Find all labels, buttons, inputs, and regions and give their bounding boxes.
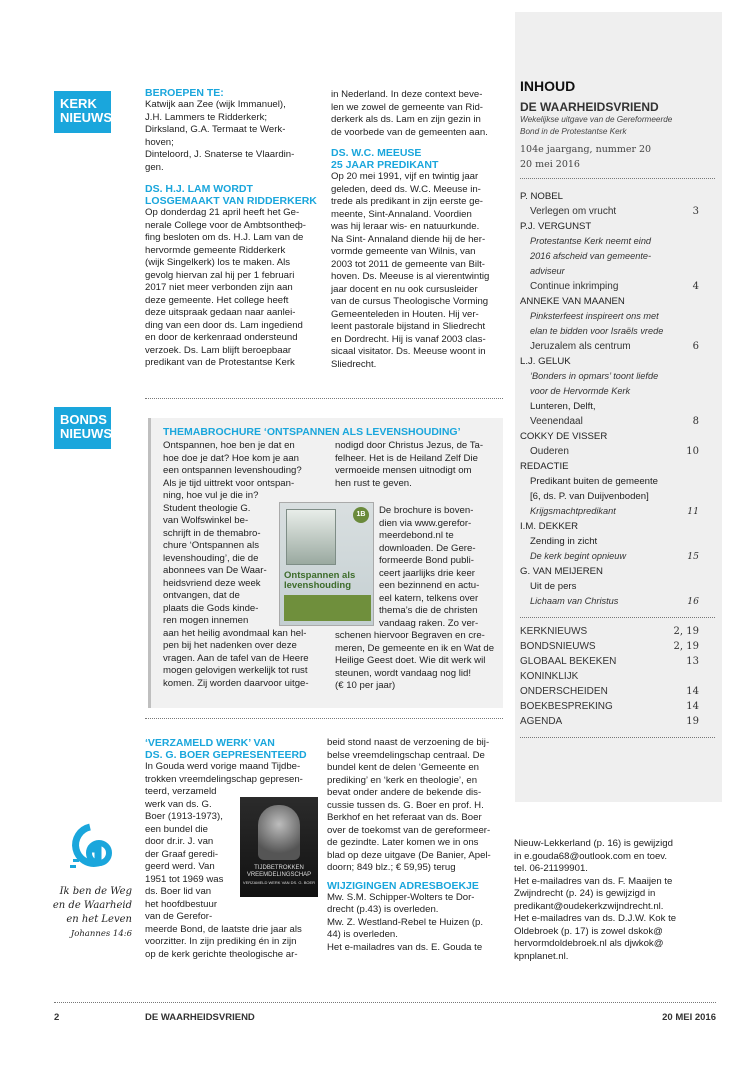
lam-text [145, 207, 320, 370]
text-line: Oldebroek (p. 17) is zowel dskok@ [514, 925, 663, 937]
toc-article [520, 594, 715, 609]
gereformeerde-bond-logo [68, 823, 112, 875]
text-line: (wijk Singelkerk) los te maken. Als [145, 257, 291, 268]
toc-article: [6, ds. P. van Duijvenboden] [530, 491, 649, 502]
text-line: Zwijndrecht (p. 24) is gewijzigd in [514, 888, 656, 899]
text-line: mogen gelovigen werkelijk tot rust [163, 665, 308, 676]
toc-page-number: 13 [686, 656, 699, 667]
text-line: de gezindte. Later komen we in ons [327, 837, 479, 848]
book-subtitle: VERZAMELD WERK VAN DS. G. BOER [242, 880, 316, 885]
desc-line: Wekelijkse uitgave van de Gereformeerde [520, 115, 673, 124]
heading-line: 25 JAAR PREDIKANT [331, 159, 439, 171]
toc-page-number: 11 [687, 506, 699, 517]
text-line: Dirksland, G.A. Termaat te Werk- [145, 124, 286, 135]
toc-issue [520, 142, 715, 172]
text-line: teerd, verzameld [145, 786, 217, 797]
text-line: derkerk als ds. Lam en zijn gezin in [331, 114, 481, 125]
text-line: J.H. Lammers te Ridderkerk; [145, 111, 268, 123]
text-line: meren, De gemeente en ik en Wat de [335, 642, 495, 654]
text-line: 2017 niet meer verbonden zijn aan [145, 282, 293, 293]
kerk-column-1 [145, 87, 320, 370]
brochure-title-line: Ontspannen als [284, 570, 356, 581]
text-line: en door de kerkenraad ondersteund [145, 332, 298, 343]
footer-divider [54, 1002, 716, 1003]
text-line: vragen. Aan de tafel van de Heere [163, 652, 309, 664]
toc-author: I.M. DEKKER [520, 521, 579, 532]
toc-subtitle: Pinksterfeest inspireert ons met [530, 311, 659, 321]
toc-subtitle: Protestantse Kerk neemt eind [530, 236, 652, 246]
toc-page-number: 2, 19 [673, 641, 699, 652]
text-line: schrijft in de themabro- [163, 527, 261, 539]
toc-section-title: KERKNIEUWS [520, 626, 588, 637]
toc-article-title: Lichaam van Christus [530, 596, 619, 606]
text-line: Het e-mailadres van ds. D.J.W. Kok te [514, 913, 677, 924]
text-line: deze gemeente. Het college heeft [145, 294, 289, 306]
text-line: predikant van de Protestantse Kerk [145, 357, 295, 368]
boer-heading [145, 737, 320, 761]
adres-text [327, 892, 507, 955]
book-title-line: TIJDBETROKKEN [254, 865, 304, 871]
heading-line: DS. H.J. LAM WORDT [145, 183, 253, 195]
toc-author: P. NOBEL [520, 191, 564, 202]
toc-author: ANNEKE VAN MAANEN [520, 296, 625, 307]
bonds-col2-top [335, 440, 505, 490]
text-line: (€ 10 per jaar) [335, 680, 396, 691]
text-line: trokken vreemdelingschap gepresen- [145, 773, 303, 785]
tag-line: NIEUWS [60, 426, 112, 441]
text-line: aan het heilig avondmaal kan hel- [163, 627, 307, 639]
quote-ref: Johannes 14:6 [70, 929, 132, 939]
heading-line: LOSGEMAAKT VAN RIDDERKERK [145, 195, 317, 207]
text-line: der Graaf geredi- [145, 848, 219, 860]
text-line: gen. [145, 161, 164, 173]
toc-page-number: 8 [692, 416, 699, 427]
text-line: chure ‘Ontspannen als [163, 540, 259, 551]
text-line: geerd werd. Van [145, 861, 215, 872]
toc-section-title: BONDSNIEUWS [520, 641, 596, 652]
toc-article [520, 339, 715, 354]
text-line: werk van ds. G. [145, 798, 212, 810]
boer-book-image [240, 797, 318, 897]
issue-line: 104e jaargang, nummer 20 [520, 144, 652, 155]
toc-page-number: 3 [692, 206, 699, 217]
quote-line: Ik ben de Weg [59, 886, 132, 897]
text-line: vormde gemeente van Wilnis, van [331, 246, 476, 257]
desc-line: Bond in de Protestantse Kerk [520, 127, 627, 136]
text-line: Het e-mailadres van ds. E. Gouda te [327, 941, 483, 953]
toc-article-title: Krijgsmachtpredikant [530, 506, 616, 516]
toc-section [520, 654, 715, 669]
text-line: meerde Bond, de laatste drie jaar als [145, 923, 302, 935]
text-line: abonnees van De Waar- [163, 565, 267, 576]
text-line: in Nederland. In deze context beve- [331, 89, 483, 100]
toc-page-number: 14 [686, 701, 699, 712]
text-line: verzoek. Ds. Lam blijft beroepbaar [145, 344, 292, 356]
divider [145, 718, 503, 719]
heading-line: DS. W.C. MEEUSE [331, 147, 422, 159]
toc-section [520, 684, 715, 699]
text-line: nerale College voor de Ambtsontheф- [145, 219, 306, 231]
toc-article-title: Veenendaal [530, 416, 583, 427]
text-line: het hoofdbestuur [145, 898, 218, 910]
heading-line: DS. G. BOER GEPRESENTEERD [145, 749, 307, 761]
divider [520, 737, 715, 738]
text-line: ning, hoe vul je die in? [163, 490, 259, 501]
lam-heading [145, 183, 320, 207]
text-line: plaats die Gods kinde- [163, 602, 259, 614]
footer-magazine: DE WAARHEIDSVRIEND [145, 1012, 255, 1023]
text-line: 44) is overleden. [327, 929, 398, 940]
col2-text [331, 89, 506, 139]
text-line: doorn; 849 blz.; € 59,95) terug [327, 862, 456, 873]
brochure-badge: 1B [353, 507, 369, 523]
text-line: predikant@oudekerkzwijndrecht.nl. [514, 900, 664, 912]
text-line: Op donderdag 21 april heeft het Ge- [145, 207, 300, 218]
text-line: een ontspannen levenshouding? [163, 465, 302, 476]
text-line: blad op deze uitgave (De Banier, Apel- [327, 849, 491, 861]
text-line: een bezinnend en actu- [379, 580, 480, 591]
book-title-line: VREEMDELINGSCHAP [246, 872, 312, 878]
text-line: van de cursus Theologische Vorming [331, 296, 489, 307]
toc-subtitle: elan te bidden voor Israëls vrede [530, 326, 664, 336]
brochure-cover-image [279, 502, 374, 626]
text-line: Na Sint- Annaland diende hij de her- [331, 233, 486, 245]
toc-section-title: GLOBAAL BEKEKEN [520, 656, 617, 667]
toc-subtitle: voor de Hervormde Kerk [530, 386, 631, 396]
toc-page-number: 2, 19 [673, 626, 699, 637]
toc-sections [520, 624, 715, 729]
text-line: hoven; [145, 136, 174, 148]
toc-article: Predikant buiten de gemeente [530, 476, 659, 487]
boer-column-2 [327, 737, 507, 954]
toc-author: L.J. GELUK [520, 356, 571, 367]
footer-date: 20 MEI 2016 [662, 1012, 716, 1023]
text-line: Gemeenteleden in Houten. Hij ver- [331, 308, 479, 320]
text-line: dien via www.gerefor- [379, 517, 472, 529]
text-line: een bundel die [145, 823, 208, 835]
divider [145, 398, 503, 399]
toc-subtitle: ‘Bonders in opmars’ toont liefde [530, 371, 659, 381]
text-line: de voorbede van de gemeenten aan. [331, 126, 488, 138]
toc-section-title: ONDERSCHEIDEN [520, 686, 608, 697]
toc-section [520, 699, 715, 714]
tag-line: NIEUWS [60, 110, 112, 125]
toc-section-title: BOEKBESPREKING [520, 701, 613, 712]
bible-quote [30, 885, 132, 941]
text-line: hervormdoldebroek.nl als djwkok@ [514, 938, 664, 949]
text-line: formeerde Bond publi- [379, 555, 474, 566]
toc-article [520, 549, 715, 564]
text-line: trede als predikant in zijn eerste ge- [331, 196, 483, 207]
toc-section [520, 639, 715, 654]
toc-author: G. VAN MEIJEREN [520, 566, 603, 577]
toc-article [520, 204, 715, 219]
text-line: Op 20 mei 1991, vijf en twintig jaar [331, 171, 479, 182]
text-line: cussie tussen ds. G. Boer en prof. H. [327, 799, 484, 811]
brochure-title-line: levenshouding [284, 580, 352, 591]
text-line: nodigd door Christus Jezus, de Ta- [335, 440, 484, 451]
text-line: meerdebond.nl te [379, 530, 454, 541]
text-line: hen rust te geven. [335, 477, 412, 489]
text-line: in e.gouda68@outlook.com en toev. [514, 850, 668, 862]
tag-line: BONDS [60, 412, 107, 427]
toc-section [520, 714, 715, 729]
text-line: Ontspannen, hoe ben je dat en [163, 440, 295, 451]
toc-article-title: Verlegen om vrucht [530, 206, 617, 217]
text-line: van de Gerefor- [145, 911, 213, 922]
text-line: len we zowel de gemeente van Rid- [331, 101, 483, 113]
footer-page-number: 2 [54, 1012, 60, 1023]
toc-page-number: 16 [687, 596, 699, 607]
toc-description [520, 114, 715, 138]
text-line: komen. Zij worden daarvoor uitge- [163, 677, 309, 689]
text-line: op de kerk gerichte theologische ar- [145, 948, 298, 960]
boer-text-cont [327, 737, 507, 875]
toc-page-number: 4 [692, 281, 699, 292]
text-line: Heilige Geest doet. Wie dit werk wil [335, 655, 486, 666]
toc-article [520, 444, 715, 459]
toc-author: COKKY DE VISSER [520, 431, 608, 442]
toc-page-number: 19 [686, 716, 699, 727]
text-line: ding van een door ds. Lam ingediend [145, 319, 303, 331]
toc-page-number: 14 [686, 686, 699, 697]
beroepen-text [145, 99, 320, 174]
text-line: leent pastorale bijstand in Sliedrecht [331, 321, 486, 332]
toc-article-title: Continue inkrimping [530, 281, 619, 292]
quote-line: en de Waarheid [52, 900, 132, 911]
toc-title: INHOUD [520, 78, 576, 94]
toc-page-number: 15 [687, 551, 699, 562]
toc-page-number: 10 [686, 446, 699, 457]
text-line: fing besloten om ds. H.J. Lam van de [145, 232, 304, 243]
text-line: belse vreemdelingschap centraal. De [327, 749, 485, 761]
text-line: Het e-mailadres van ds. F. Maaijen te [514, 875, 673, 887]
table-of-contents [520, 78, 715, 738]
bondsnieuws-tag [54, 407, 111, 449]
text-line: over de toekomst van de gereformeer- [327, 824, 491, 836]
toc-section-title: AGENDA [520, 716, 563, 727]
text-line: hoe doe je dat? Hoe kom je aan [163, 452, 300, 464]
text-line: Boer (1913-1973), [145, 811, 223, 822]
text-line: en Dordrecht. Hij is vanaf 2003 clas- [331, 333, 486, 345]
text-line: pen bij het nadenken over deze [163, 640, 297, 651]
text-line: schenen hiervoor Begraven en cre- [335, 630, 485, 641]
text-line: Mw. Z. Westland-Rebel te Huizen (p. [327, 916, 484, 928]
toc-author: P.J. VERGUNST [520, 221, 592, 232]
toc-article-title: Ouderen [530, 446, 569, 457]
text-line: jaar docent en nu ook cursusleider [331, 283, 478, 295]
text-line: hervormde gemeente Ridderkerk [145, 244, 286, 256]
text-line: vermoeide mensen uitnodigt om [335, 465, 472, 476]
text-line: was hij leraar wis- en natuurkunde. [331, 221, 480, 232]
toc-section [520, 669, 715, 684]
text-line: eel katern, telkens over [379, 592, 479, 604]
text-line: levenshouding’, die de [163, 552, 259, 564]
beroepen-heading: BEROEPEN TE: [145, 87, 224, 99]
text-line: Berkhof en het referaat van ds. Boer [327, 812, 482, 823]
toc-article [520, 414, 715, 429]
toc-author: REDACTIE [520, 461, 569, 472]
themabrochure-box [148, 418, 503, 708]
text-line: geleden, deed ds. W.C. Meeuse in- [331, 183, 481, 195]
heading-line: ‘VERZAMELD WERK’ VAN [145, 737, 275, 749]
text-line: 1951 tot 1969 was [145, 873, 224, 885]
adres-heading: WIJZIGINGEN ADRESBOEKJE [327, 879, 479, 892]
text-line: vandaag raken. Zo ver- [379, 617, 479, 629]
text-line: drecht (p.43) is overleden. [327, 904, 439, 915]
text-line: downloaden. De Gere- [379, 542, 476, 554]
text-line: De brochure is boven- [379, 505, 474, 516]
text-line: hoven. Ds. Meeuse is al vierentwintig [331, 271, 490, 282]
meeuse-text [331, 171, 506, 371]
toc-subtitle: 2016 afscheid van gemeente- [530, 251, 652, 261]
text-line: steunen, wordt vandaag nog lid! [335, 667, 472, 679]
toc-section-title: KONINKLIJK [520, 671, 579, 682]
toc-entries [520, 189, 715, 609]
themabrochure-heading: THEMABROCHURE ‘ONTSPANNEN ALS LEVENSHOUDING’ [163, 426, 461, 438]
text-line: sicaal visitator. Ds. Meeuse woont in [331, 346, 486, 357]
text-line: kpnplanet.nl. [514, 950, 569, 962]
text-line: beid stond naast de verzoening de bij- [327, 737, 490, 748]
kerk-column-2 [331, 89, 506, 371]
text-line: prediking’ en ‘kerk en theologie’, en [327, 774, 478, 786]
text-line: tel. 06-21199901. [514, 863, 588, 874]
text-line: thema’s die de christen [379, 605, 478, 616]
divider [520, 617, 715, 618]
toc-article [520, 279, 715, 294]
text-line: ds. Boer lid van [145, 886, 212, 897]
text-line: Als je tijd uittrekt voor ontspan- [163, 477, 295, 489]
issue-line: 20 mei 2016 [520, 159, 580, 170]
toc-magazine: DE WAARHEIDSVRIEND [520, 100, 659, 114]
text-line: In Gouda werd vorige maand Tijdbe- [145, 761, 301, 772]
toc-article-title: De kerk begint opnieuw [530, 551, 627, 561]
tag-line: KERK [60, 96, 97, 111]
text-line: deze uitspraak gedaan naar aanlei- [145, 307, 296, 318]
text-line: ontvangen, dat de [163, 590, 240, 601]
text-line: Sliedrecht. [331, 358, 377, 370]
text-line: meente, Sint-Annaland. Voordien [331, 208, 472, 220]
text-line: Katwijk aan Zee (wijk Immanuel), [145, 99, 286, 110]
toc-article: Zending in zicht [530, 536, 598, 547]
text-line: van Wolfswinkel be- [163, 515, 249, 526]
divider [520, 178, 715, 179]
adres-text-cont [514, 838, 724, 963]
text-line: felheer. Het is de Heiland Zelf Die [335, 452, 478, 464]
text-line: bevat onder andere de bekende dis- [327, 787, 482, 798]
text-line: Dinteloord, J. Snaterse te Vlaardin- [145, 149, 295, 160]
kerknieuws-tag [54, 91, 111, 133]
text-line: Mw. S.M. Schipper-Wolters te Dor- [327, 891, 475, 903]
toc-article: Uit de pers [530, 581, 577, 592]
text-line: Nieuw-Lekkerland (p. 16) is gewijzigd [514, 838, 673, 849]
text-line: door dr.ir. J. van [145, 836, 214, 847]
meeuse-heading [331, 147, 506, 171]
text-line: ceert jaarlijks drie keer [379, 567, 475, 579]
text-line: bundel kent de delen ‘Gemeente en [327, 762, 480, 773]
quote-line: en het Leven [66, 914, 132, 925]
text-line: Student theologie G. [163, 502, 251, 514]
toc-article-title: Jeruzalem als centrum [530, 341, 631, 352]
toc-subtitle: adviseur [530, 266, 565, 276]
text-line: voorzitter. In zijn prediking én in zijn [145, 936, 297, 947]
text-line: heidsvriend deze week [163, 577, 261, 589]
toc-article [520, 504, 715, 519]
toc-section [520, 624, 715, 639]
toc-article: Lunteren, Delft, [530, 401, 596, 412]
toc-page-number: 6 [692, 341, 699, 352]
text-line: ren mogen innemen [163, 615, 249, 626]
text-line: 2003 tot 2011 de gemeente van Bilt- [331, 258, 485, 270]
text-line: gevolg hiervan zal hij per 1 februari [145, 269, 295, 281]
